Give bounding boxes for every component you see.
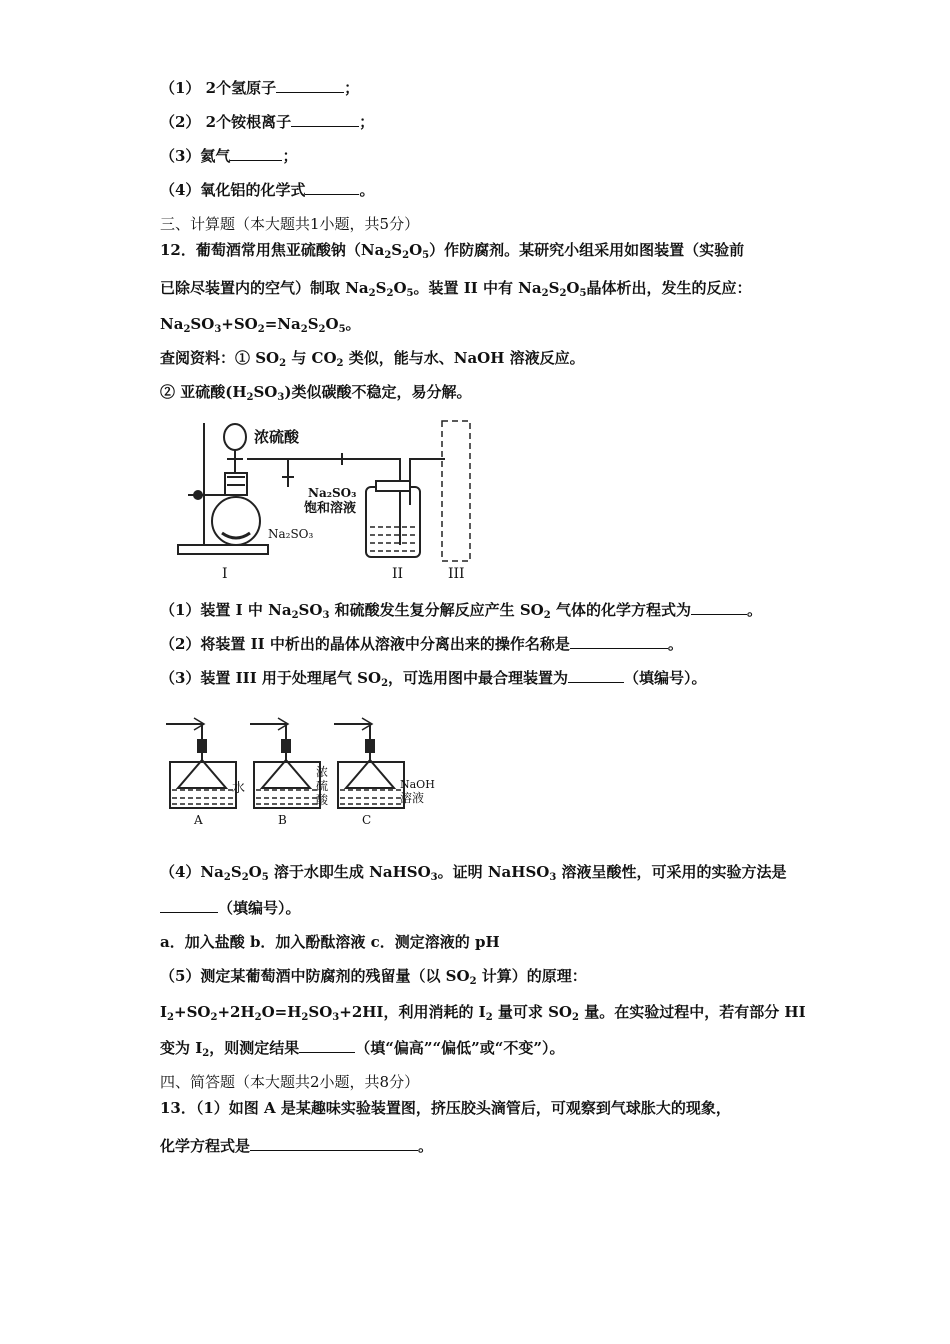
naoh-label: 溶液 [400, 791, 425, 805]
apparatus-diagram [170, 415, 500, 585]
absorber-options-diagram [160, 710, 445, 830]
answer-blank [691, 600, 747, 615]
q12-part-5-end: 变为 $I_2$，则测定结果 （填“偏高”“偏低”或“不变”）。 [160, 1039, 565, 1059]
q12-part-2: （2）将装置 II 中析出的晶体从溶液中分离出来的操作名称是 。 [160, 635, 683, 653]
q12-options: a．加入盐酸 b．加入酚酞溶液 c．测定溶液的 pH [160, 933, 500, 951]
question-item-4: （4）氧化铝的化学式 。 [160, 181, 375, 199]
section-heading: 四、简答题（本大题共2小题，共8分） [160, 1073, 420, 1091]
q12-part-1: （1）装置 I 中 $Na_2SO_3$ 和硫酸发生复分解反应产生 $SO_2$ 气体的化学方程式为 。 [160, 601, 762, 621]
saturated-solution-label: 饱和溶液 [304, 501, 357, 516]
section-heading: 三、计算题（本大题共1小题，共5分） [160, 215, 420, 233]
acid-label: 浓 [316, 765, 329, 779]
device-label-I: I [222, 566, 228, 582]
device-label-II: II [392, 566, 404, 582]
option-label-a: A [194, 813, 203, 827]
answer-blank [160, 898, 218, 913]
q12-part-5: （5）测定某葡萄酒中防腐剂的残留量（以 $SO_2$ 计算）的原理： [160, 967, 587, 987]
naoh-label: NaOH [400, 778, 435, 791]
q12-part-4: $(4)Na_2S_2O_5$ 溶于水即生成 NaHSO$_3$。证明 NaHSO$_3$ 溶液呈酸性，可采用的实验方法是 [160, 863, 787, 883]
q12-intro: 12．葡萄酒常用焦亚硫酸钠$(Na_2S_2O_5)$作防腐剂。某研究小组采用如图装置（实验前 [160, 241, 745, 261]
q13-line1: 13．（1）如图 A 是某趣味实验装置图，挤压胶头滴管后，可观察到气球胀大的现象， [160, 1099, 731, 1117]
question-item-2: （2） 2个铵根离子 ； [160, 113, 375, 131]
q12-reaction-equation: $Na_2SO_3+SO_2=Na_2S_2O_5$。 [160, 315, 361, 335]
q12-part-4-fill: （填编号）。 [160, 898, 301, 918]
q13-line2: 化学方程式是 。 [160, 1137, 434, 1155]
device-label-III: III [448, 566, 465, 582]
option-label-b: B [278, 813, 287, 827]
acid-label: 硫 [316, 779, 329, 793]
answer-blank [230, 146, 282, 161]
answer-blank [299, 1038, 355, 1053]
saturated-solution-label: Na₂SO₃ [308, 486, 357, 500]
flask-content-label: Na₂SO₃ [268, 527, 314, 541]
answer-blank [291, 112, 359, 127]
q12-reference-1: 查阅资料：① $SO_2$ 与 $CO_2$ 类似，能与水、NaOH 溶液反应。 [160, 349, 585, 369]
q12-intro-line2: 已除尽装置内的空气）制取 $Na_2S_2O_5$。装置 II 中有 $Na_2S_2O_5$晶体析出，发生的反应： [160, 279, 752, 299]
q12-part-5-equation: $I_2+SO_2+2H_2O=H_2SO_3+2HI$，利用消耗的 $I_2$ 量可求 $SO_2$ 量。在实验过程中，若有部分 HI [160, 1003, 806, 1023]
answer-blank [568, 668, 624, 683]
answer-blank [570, 634, 668, 649]
answer-blank [305, 180, 359, 195]
question-item-3: （3）氦气 ； [160, 147, 298, 165]
acid-label: 酸 [316, 793, 329, 807]
q12-part-3: （3）装置 III 用于处理尾气 $SO_2$，可选用图中最合理装置为 （填编号）。 [160, 669, 707, 689]
acid-label: 浓硫酸 [254, 428, 300, 446]
option-label-c: C [362, 813, 372, 827]
question-item-1: （1） 2个氢原子 ； [160, 79, 360, 97]
water-label: 水 [232, 781, 246, 796]
q12-reference-2: ② 亚硫酸$(H_2SO_3)$类似碳酸不稳定，易分解。 [160, 383, 472, 403]
answer-blank [276, 78, 344, 93]
answer-blank [250, 1136, 418, 1151]
